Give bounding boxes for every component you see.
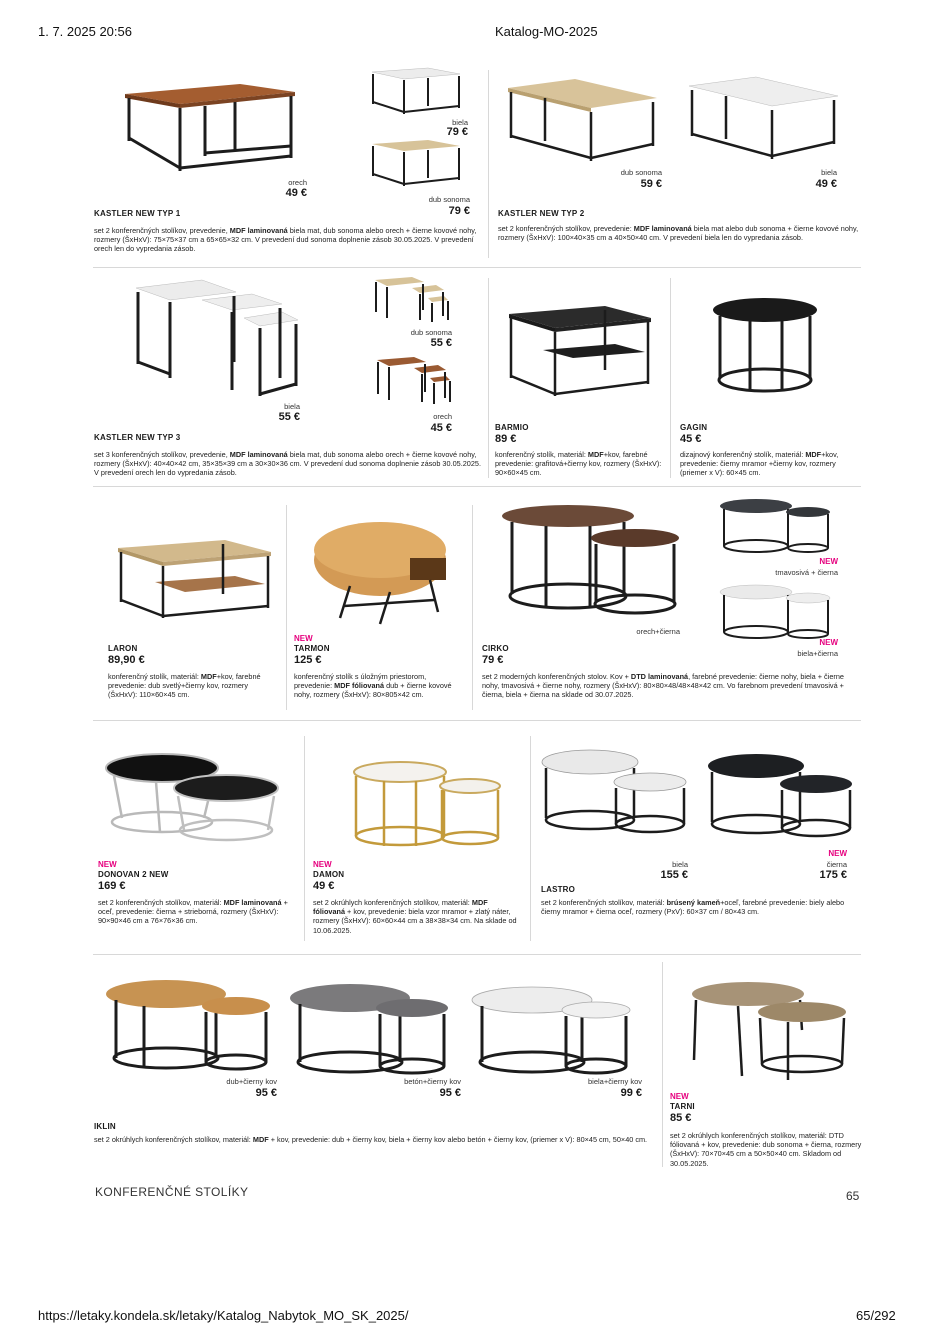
lastro-cierna-new-badge: NEW [828,849,847,858]
iklin-description: set 2 okrúhlych konferenčných stolíkov, materiál: MDF + kov, prevedenie: dub + čierny kov, biela + čierny kov alebo betón + čierny kov, (priemer x V): 80×45 cm, 50×40 cm. [94,1135,648,1144]
page-number: 65 [846,1189,860,1203]
laron-description: konferenčný stolík, materiál: MDF+kov, farebné prevedenie: dub svetlý+čierny kov, rozmery (ŠxHxV): 110×60×45 cm. [108,672,261,700]
divider [93,954,861,955]
cirko-price: 79 € [482,654,504,666]
cirko-variant-biela: biela+čierna [797,649,838,658]
tarmon-description: konferenčný stolík s úložným priestorom, prevedenie: MDF fóliovaná dub + čierne kovové nohy, rozmery (ŠxHxV): 80×805×42 cm. [294,672,452,700]
tarmon-image [310,520,455,628]
lastro-price-biela: 155 € [660,869,688,881]
iklin-price-dub: 95 € [255,1087,277,1099]
divider [286,505,287,710]
cirko-variant-orech: orech+čierna [636,627,680,636]
kastler2-price-biela: 49 € [815,178,837,190]
laron-title: LARON [108,644,138,653]
divider [93,267,861,268]
barmio-price: 89 € [495,433,517,445]
cirko-tmavosiva-image [718,496,833,556]
cirko-tmavosiva-new-badge: NEW [819,557,838,566]
tarni-price: 85 € [670,1112,692,1124]
damon-new-badge: NEW [313,860,332,869]
damon-description: set 2 okrúhlych konferenčných stolíkov, materiál: MDF fóliovaná + kov, prevedenie: biela vzor mramor + zlatý náter, rozmery (ŠxHxV): 60×60×44 cm a 38×38×34 cm. Na sklade od 10.06.2025. [313,898,517,935]
kastler3-description: set 3 konferenčných stolíkov, prevedenie, MDF laminovaná biela mat, dub sonoma alebo orech + čierne kovové nohy, rozmery (ŠxHxV): 40×40×42 cm, 35×35×39 cm a 30×30×36 cm. V prevedení dud sonoma doplnenie zásob 30.05.2025. V prevedení orech len do vypredania zásob. [94,450,481,478]
kastler1-biela-image [368,66,463,118]
kastler3-variant-orech: orech [433,412,452,421]
kastler3-title: KASTLER NEW TYP 3 [94,433,181,442]
kastler3-variant-dub-sonoma: dub sonoma [410,328,452,337]
tarni-image [690,980,850,1088]
cirko-description: set 2 moderných konferenčných stolov. Kov + DTD laminovaná, farebné prevedenie: čierne nohy, biela + čierne nohy, tmavosivá + čierne nohy, rozmery (ŠxHxV): 80×80×48/48×48×42 cm. Vo farebnom prevedení tmavosivá + čierna, biela + čierna na sklade od 30.07.2025. [482,672,844,700]
kastler1-description: set 2 konferenčných stolíkov, prevedenie, MDF laminovaná biela mat, dub sonoma alebo orech + čierne kovové nohy, rozmery (ŠxHxV): 75×75×37 cm a 65×65×32 cm. V prevedení dud sonoma doplnenie zásob 30.05.2025. V prevedení orech len do vypredania zásob. [94,226,477,254]
kastler1-price-biela: 79 € [446,126,468,138]
kastler2-price-dub-sonoma: 59 € [640,178,662,190]
tarmon-price: 125 € [294,654,322,666]
lastro-variant-biela: biela [672,860,688,869]
page-count: 65/292 [856,1308,896,1323]
kastler3-price-dub-sonoma: 55 € [430,337,452,349]
gagin-image [710,296,820,396]
damon-title: DAMON [313,870,345,879]
kastler2-title: KASTLER NEW TYP 2 [498,209,585,218]
damon-image [350,760,505,852]
barmio-title: BARMIO [495,423,529,432]
iklin-variant-biela: biela+čierny kov [588,1077,642,1086]
cirko-title: CIRKO [482,644,509,653]
cirko-orech-image [500,504,685,624]
lastro-price-cierna: 175 € [819,869,847,881]
kastler1-price-orech: 49 € [285,187,307,199]
lastro-variant-cierna: čierna [826,860,847,869]
divider [93,486,861,487]
gagin-title: GAGIN [680,423,708,432]
cirko-biela-image [718,582,833,642]
divider [488,70,489,258]
lastro-description: set 2 konferenčných stolíkov, materiál: brúsený kameň+oceľ, farebné prevedenie: biely alebo čierny mramor + čierna oceľ, rozmery (PxV): 60×37 cm / 80×43 cm. [541,898,845,917]
document-title: Katalog-MO-2025 [495,24,598,39]
donovan-image [104,748,284,843]
cirko-biela-new-badge: NEW [819,638,838,647]
iklin-dub-image [104,978,274,1074]
kastler1-price-dub-sonoma: 79 € [448,205,470,217]
divider [472,505,473,710]
lastro-title: LASTRO [541,885,576,894]
kastler1-variant-biela: biela [452,118,468,127]
kastler3-biela-image [132,278,302,400]
laron-image [115,536,275,622]
kastler3-dub-sonoma-image [372,276,450,324]
donovan-new-badge: NEW [98,860,117,869]
iklin-beton-image [288,982,458,1078]
kastler2-dub-sonoma-image [505,76,660,166]
tarni-new-badge: NEW [670,1092,689,1101]
kastler1-variant-dub-sonoma: dub sonoma [428,195,470,204]
tarmon-new-badge: NEW [294,634,313,643]
print-datetime: 1. 7. 2025 20:56 [38,24,132,39]
laron-price: 89,90 € [108,654,145,666]
kastler2-variant-biela: biela [821,168,837,177]
gagin-price: 45 € [680,433,702,445]
kastler2-variant-dub-sonoma: dub sonoma [620,168,662,177]
kastler2-biela-image [686,74,841,164]
divider [670,278,671,478]
tarni-title: TARNI [670,1102,695,1111]
kastler1-orech-image [120,76,300,176]
divider [304,736,305,941]
kastler2-description: set 2 konferenčných stolíkov, prevedenie: MDF laminovaná biela mat alebo dub sonoma + čierne kovové nohy, rozmery (ŠxHxV): 100×40×35 cm a 40×50×40 cm. V prevedení biela len do vypredania zásob. [498,224,859,243]
barmio-description: konferenčný stolík, materiál: MDF+kov, farebné prevedenie: grafitová+čierny kov, rozmery (ŠxHxV): 90×60×45 cm. [495,450,662,478]
kastler3-price-biela: 55 € [278,411,300,423]
kastler1-title: KASTLER NEW TYP 1 [94,209,181,218]
lastro-cierna-image [706,752,856,840]
kastler3-variant-biela: biela [284,402,300,411]
iklin-title: IKLIN [94,1122,116,1131]
iklin-biela-image [470,984,640,1076]
donovan-title: DONOVAN 2 NEW [98,870,169,879]
kastler1-dub-sonoma-image [368,138,463,190]
divider [488,278,489,478]
iklin-price-beton: 95 € [439,1087,461,1099]
kastler3-orech-image [374,356,452,408]
source-url[interactable]: https://letaky.kondela.sk/letaky/Katalog_Nabytok_MO_SK_2025/ [38,1308,409,1323]
divider [530,736,531,941]
donovan-description: set 2 konferenčných stolíkov, materiál: MDF laminovaná + oceľ, prevedenie: čierna + strieborná, rozmery (ŠxHxV): 90×90×46 cm a 76×76×36 cm. [98,898,288,926]
section-title: KONFERENČNÉ STOLÍKY [95,1185,249,1199]
barmio-image [505,300,655,400]
iklin-variant-beton: betón+čierny kov [404,1077,461,1086]
tarmon-title: TARMON [294,644,330,653]
damon-price: 49 € [313,880,335,892]
lastro-biela-image [540,748,690,836]
cirko-variant-tmavosiva: tmavosivá + čierna [775,568,838,577]
divider [93,720,861,721]
kastler3-price-orech: 45 € [430,422,452,434]
divider [662,962,663,1167]
gagin-description: dizajnový konferenčný stolík, materiál: MDF+kov, prevedenie: čierny mramor +čierny kov, rozmery (priemer x V): 60×45 cm. [680,450,839,478]
iklin-variant-dub: dub+čierny kov [226,1077,277,1086]
donovan-price: 169 € [98,880,126,892]
iklin-price-biela: 99 € [620,1087,642,1099]
kastler1-variant-orech: orech [288,178,307,187]
tarni-description: set 2 okrúhlych konferenčných stolíkov, materiál: DTD fóliovaná + kov, prevedenie: dub sonoma + čierna, rozmery (ŠxHxV): 70×70×45 cm a 50×50×40 cm. Skladom od 30.05.2025. [670,1131,862,1168]
